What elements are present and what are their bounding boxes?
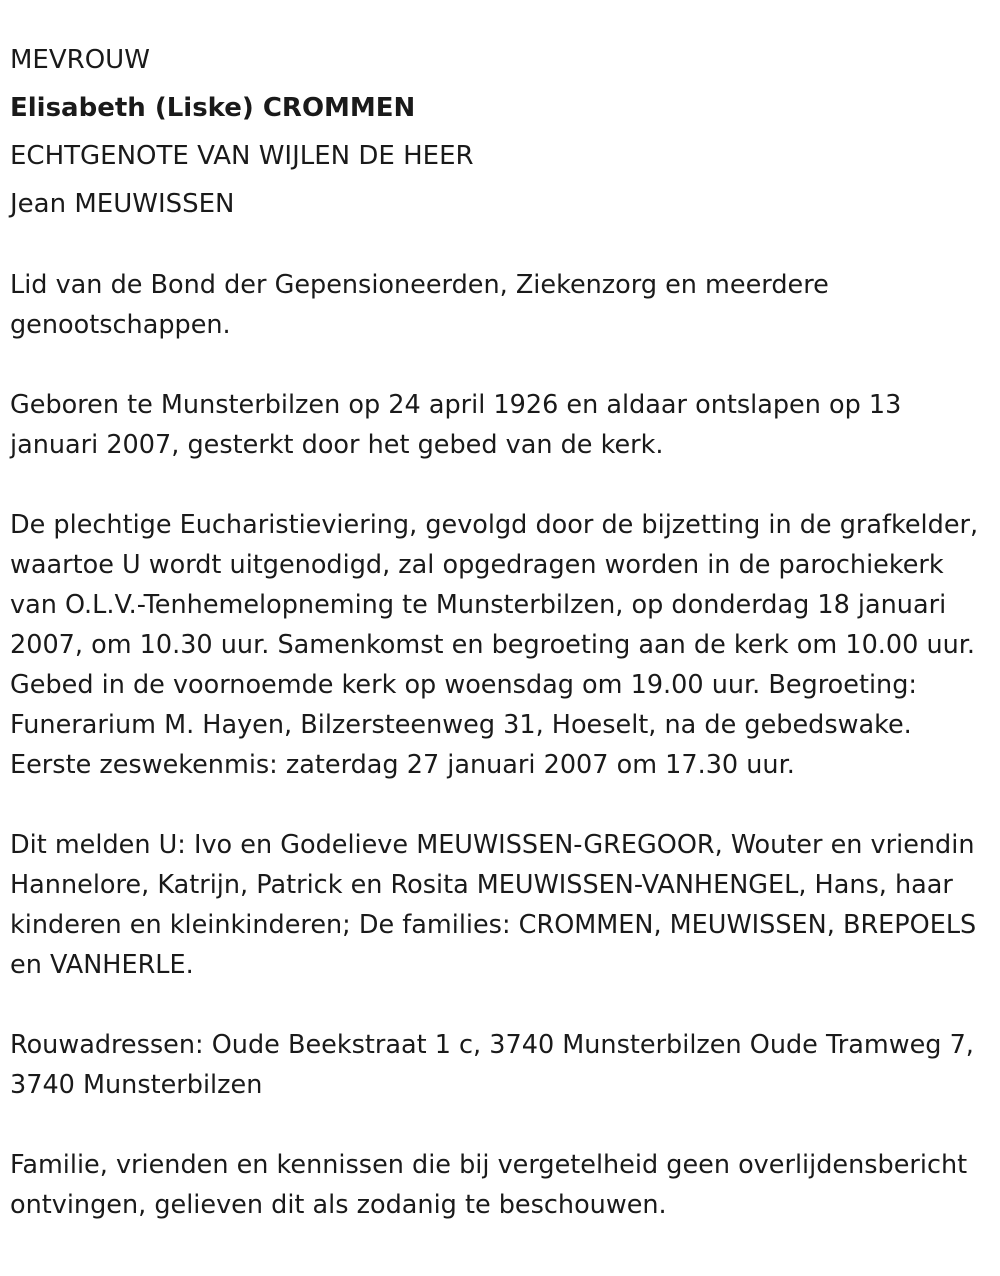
ceremony-paragraph: De plechtige Eucharistieviering, gevolgd door de bijzetting in de grafkelder, waartoe U wordt uitgenodigd, zal opgedragen worden in de parochiekerk van O.L.V.-Tenhemelopneming te Munsterbilzen, op donderdag 18 januari 2007, om 10.30 uur. Samenkomst en begroeting aan de kerk om 10.00 uur. Gebed in de voornoemde kerk op woensdag om 19.00 uur. Begroeting: Funerarium M. Hayen, Bilzersteenweg 31, Hoeselt, na de gebedswake. Eerste zeswekenmis: zaterdag 27 januari 2007 om 17.30 uur.	[10, 510, 979, 780]
membership-paragraph: Lid van de Bond der Gepensioneerden, Ziekenzorg en meerdere genootschappen.	[10, 270, 829, 340]
relation-line: ECHTGENOTE VAN WIJLEN DE HEER	[10, 141, 474, 171]
deceased-name: Elisabeth (Liske) CROMMEN	[10, 93, 416, 123]
title-prefix: MEVROUW	[10, 45, 150, 75]
closing-paragraph: Familie, vrienden en kennissen die bij vergetelheid geen overlijdensbericht ontvingen, gelieven dit als zodanig te beschouwen.	[10, 1150, 968, 1220]
birth-death-paragraph: Geboren te Munsterbilzen op 24 april 1926 en aldaar ontslapen op 13 januari 2007, gesterkt door het gebed van de kerk.	[10, 390, 902, 460]
spouse-name: Jean MEUWISSEN	[10, 189, 235, 219]
addresses-paragraph: Rouwadressen: Oude Beekstraat 1 c, 3740 Munsterbilzen Oude Tramweg 7, 3740 Munsterbilzen	[10, 1030, 974, 1100]
announcers-paragraph: Dit melden U: Ivo en Godelieve MEUWISSEN-GREGOOR, Wouter en vriendin Hannelore, Katrijn, Patrick en Rosita MEUWISSEN-VANHENGEL, Hans, haar kinderen en kleinkinderen; De families: CROMMEN, MEUWISSEN, BREPOELS en VANHERLE.	[10, 830, 977, 980]
